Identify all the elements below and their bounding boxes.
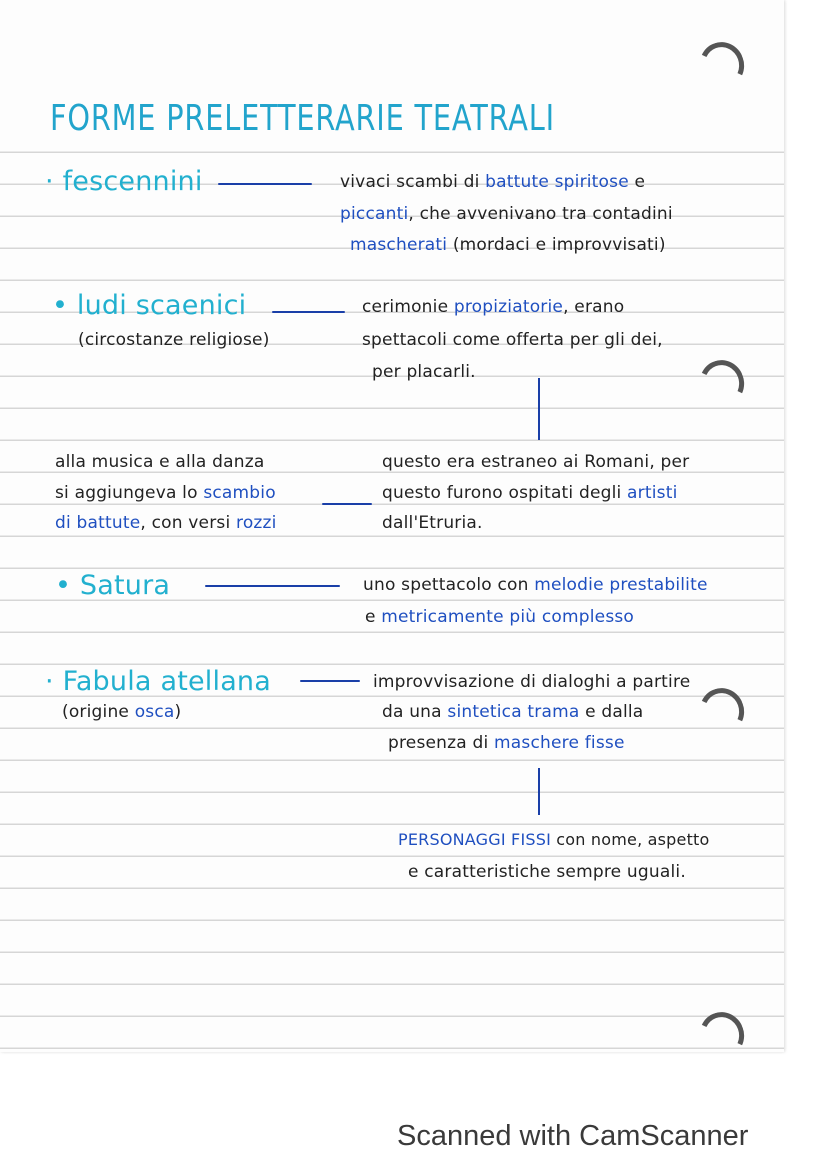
definition-line: uno spettacolo con melodie prestabilite (363, 575, 708, 595)
note-line: alla musica e alla danza (55, 452, 265, 472)
connector-line (218, 183, 312, 185)
definition-line: da una sintetica trama e dalla (382, 702, 644, 722)
definition-line: e metricamente più complesso (365, 607, 635, 627)
definition-line: spettacoli come offerta per gli dei, (362, 330, 663, 350)
binder-ring-icon (693, 354, 750, 412)
connector-line (300, 680, 360, 682)
connector-line (538, 378, 540, 440)
binder-ring-icon (693, 682, 750, 740)
term-note: (origine osca) (62, 702, 182, 722)
binder-ring-icon (693, 36, 750, 94)
scanner-watermark: Scanned with CamScanner (397, 1120, 749, 1152)
definition-line: PERSONAGGI FISSI con nome, aspetto (398, 830, 710, 849)
definition-line: improvvisazione di dialoghi a partire (373, 672, 691, 692)
connector-line (272, 311, 345, 313)
note-line: questo era estraneo ai Romani, per (382, 452, 690, 472)
definition-line: mascherati (mordaci e improvvisati) (350, 235, 666, 255)
definition-line: e caratteristiche sempre uguali. (408, 862, 686, 882)
term-fabula-atellana: · Fabula atellana (45, 666, 271, 697)
definition-line: vivaci scambi di battute spiritose e (340, 172, 646, 192)
term-satura: • Satura (55, 570, 171, 601)
definition-line: piccanti, che avvenivano tra contadini (340, 204, 673, 224)
note-line: dall'Etruria. (382, 513, 483, 533)
connector-line (205, 585, 340, 587)
term-note: (circostanze religiose) (78, 330, 270, 350)
definition-line: per placarli. (372, 362, 476, 382)
term-ludi-scaenici: • ludi scaenici (52, 290, 247, 321)
binder-ring-icon (693, 1006, 750, 1064)
term-fescennini: · fescennini (45, 166, 203, 197)
page-title: FORME PRELETTERARIE TEATRALI (50, 98, 555, 139)
connector-line (322, 503, 372, 505)
note-line: questo furono ospitati degli artisti (382, 483, 678, 503)
note-line: si aggiungeva lo scambio (55, 483, 276, 503)
connector-line (538, 768, 540, 815)
note-line: di battute, con versi rozzi (55, 513, 277, 533)
definition-line: cerimonie propiziatorie, erano (362, 297, 625, 317)
definition-line: presenza di maschere fisse (388, 733, 625, 753)
